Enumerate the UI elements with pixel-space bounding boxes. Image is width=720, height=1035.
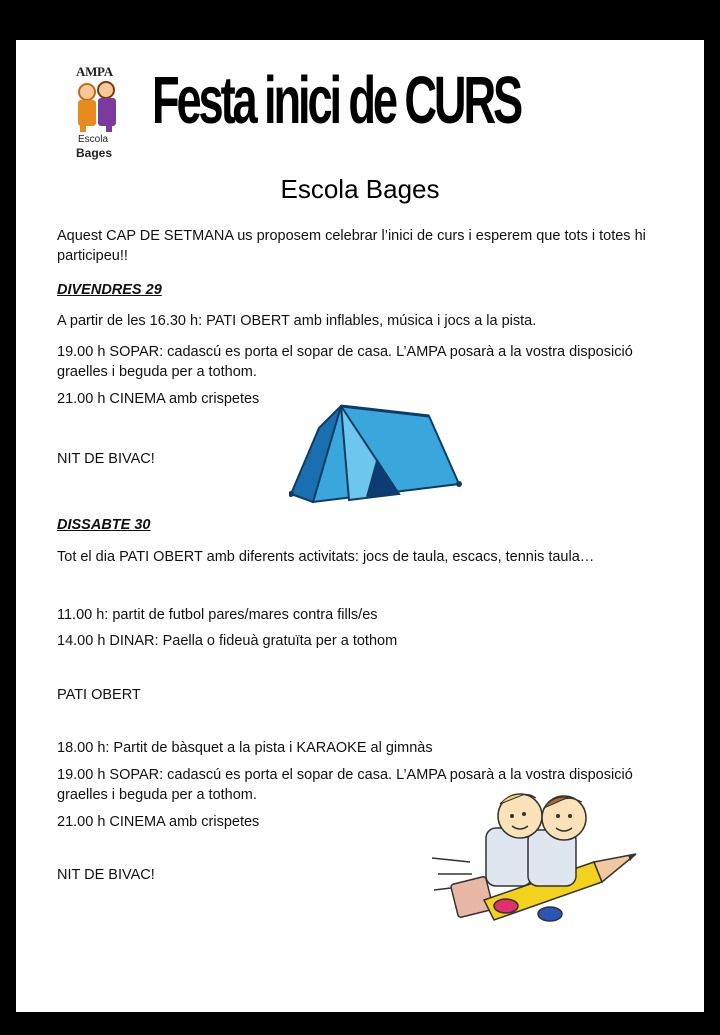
page-subtitle: Escola Bages [280,174,440,204]
friday-item-3: 21.00 h CINEMA amb crispetes [57,391,260,407]
saturday-item-5: 18.00 h: Partit de bàsquet a la pista i KARAOKE al gimnàs [57,740,433,756]
saturday-item-3: 14.00 h DINAR: Paella o fideuà gratuïta per a tothom [57,633,398,649]
flyer-page [16,40,704,1012]
intro-paragraph: Aquest CAP DE SETMANA us proposem celebrar l’inici de curs i esperem que tots i totes hi participeu!! [57,228,646,264]
logo-escola-text: Escola [78,134,109,145]
children-logo-icon [68,78,128,134]
logo-bages-text: Bages [76,146,113,160]
friday-item-2: 19.00 h SOPAR: cadascú es porta el sopar de casa. L’AMPA posarà a la vostra disposició graelles i beguda per a tothom. [57,344,633,380]
saturday-item-8: NIT DE BIVAC! [57,867,155,883]
day-heading-saturday: DISSABTE 30 [57,517,151,533]
page-title: Festa inici de CURS [152,63,521,139]
friday-item-1: A partir de les 16.30 h: PATI OBERT amb inflables, música i jocs a la pista. [57,313,537,329]
ampa-logo [68,64,130,166]
friday-item-4: NIT DE BIVAC! [57,451,155,467]
tent-icon [289,398,463,510]
kids-on-pencil-icon [424,788,638,924]
logo-ampa-text: AMPA [76,64,113,79]
saturday-item-2: 11.00 h: partit de futbol pares/mares contra fills/es [57,607,378,623]
saturday-item-1: Tot el dia PATI OBERT amb diferents activitats: jocs de taula, escacs, tennis taula… [57,549,595,565]
day-heading-friday: DIVENDRES 29 [57,282,162,298]
saturday-item-4: PATI OBERT [57,687,141,703]
saturday-item-7: 21.00 h CINEMA amb crispetes [57,814,260,830]
saturday-item-6: 19.00 h SOPAR: cadascú es porta el sopar de casa. L’AMPA posarà a la vostra disposició graelles i beguda per a tothom. [57,767,633,803]
